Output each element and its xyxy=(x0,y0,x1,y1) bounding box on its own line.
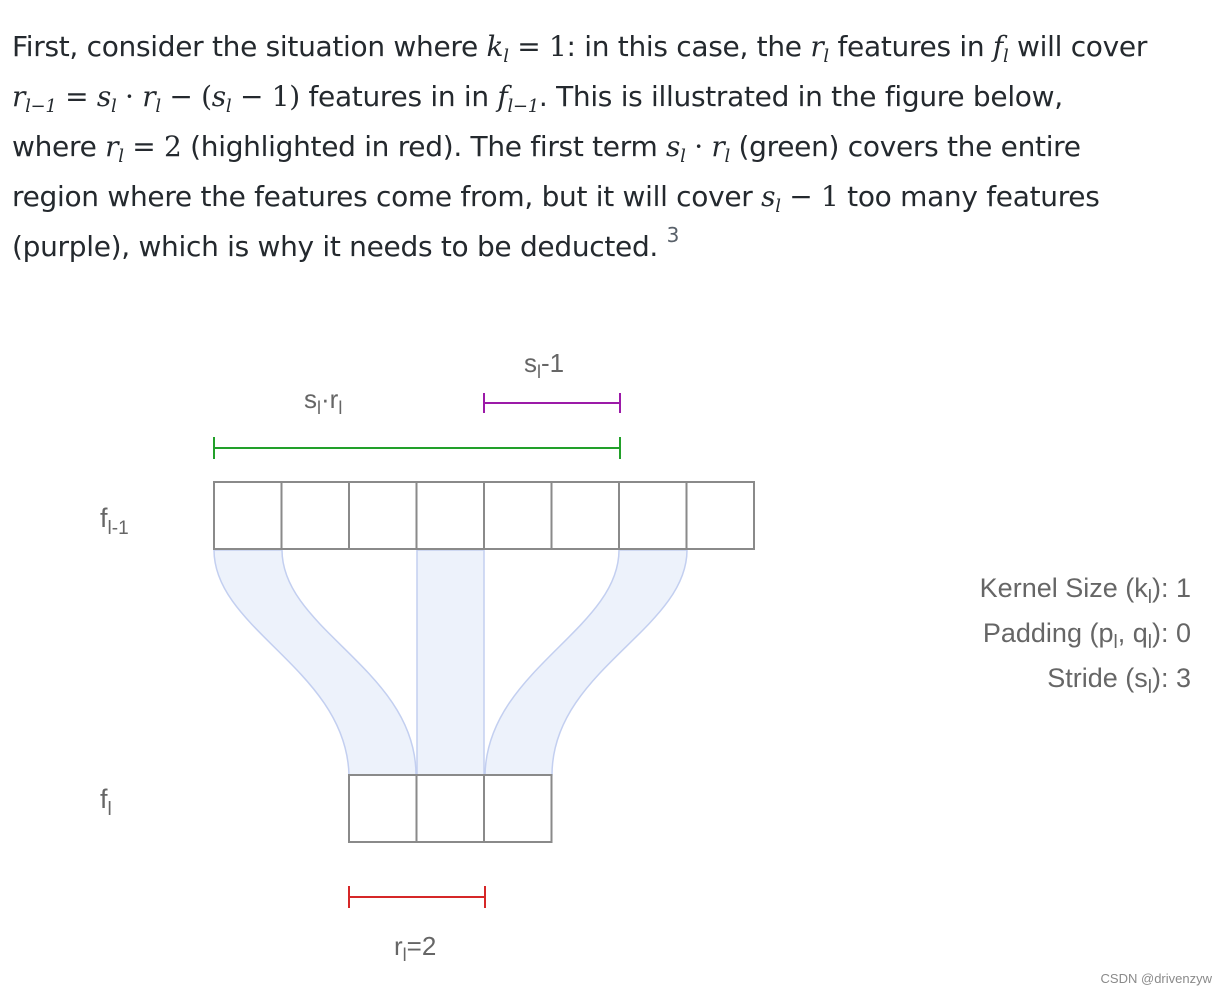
flow-region-left xyxy=(214,550,416,775)
input-cell xyxy=(282,482,350,549)
input-cell xyxy=(417,482,485,549)
text-run: (highlighted in red). The first term xyxy=(181,130,667,163)
math-f-l: $f_l$ xyxy=(992,30,1009,67)
text-run: region where the features come from, but it will cover xyxy=(12,180,762,213)
math-f-l-minus-1: $f_{l-1}$ xyxy=(497,80,539,117)
purple-bracket-label: $s_l-1$ xyxy=(524,348,565,382)
output-layer-label: $f_l$ xyxy=(100,784,112,820)
math-r-eq-2: $r_l = 2$ xyxy=(105,130,182,167)
text-run: where xyxy=(12,130,106,163)
input-layer-label: $f_{l-1}$ xyxy=(100,503,129,539)
red-bracket xyxy=(349,886,485,908)
output-cell xyxy=(417,775,485,842)
input-cell xyxy=(214,482,282,549)
flow-region-right xyxy=(485,550,687,775)
text-run: First, consider the situation where xyxy=(12,30,487,63)
input-cell xyxy=(349,482,417,549)
stride-param: Stride $(s_l)$: 3 xyxy=(1047,663,1191,698)
math-k-eq-1: $k_l = 1$ xyxy=(486,30,567,67)
text-run: (green) covers the entire xyxy=(729,130,1081,163)
flow-region-middle xyxy=(417,550,484,775)
output-layer-cells xyxy=(349,775,552,842)
text-run: features in xyxy=(828,30,993,63)
footnote-marker[interactable]: 3 xyxy=(666,223,680,247)
text-run: : in this case, the xyxy=(566,30,811,63)
input-cell xyxy=(687,482,755,549)
red-bracket-label: $r_l=2$ xyxy=(394,931,437,965)
input-cell xyxy=(484,482,552,549)
output-cell xyxy=(349,775,417,842)
math-r-l: $r_l$ xyxy=(810,30,829,67)
receptive-field-diagram xyxy=(0,330,1228,970)
text-run: will cover xyxy=(1008,30,1148,63)
purple-bracket xyxy=(484,393,620,413)
input-cell xyxy=(552,482,620,549)
explanation-paragraph xyxy=(12,22,1212,272)
green-bracket xyxy=(214,437,620,459)
input-layer-cells xyxy=(214,482,754,549)
text-run: (purple), which is why it needs to be deducted. xyxy=(12,230,659,263)
kernel-size-param: Kernel Size $(k_l)$: 1 xyxy=(979,573,1191,608)
input-cell xyxy=(619,482,687,549)
green-bracket-label: $s_l\cdot r_l$ xyxy=(304,384,343,418)
math-s-minus-1: $s_l - 1$ xyxy=(761,180,839,217)
math-receptive-recurrence: $r_{l-1} = s_l \cdot r_l - (s_l - 1)$ xyxy=(12,80,300,117)
output-cell xyxy=(484,775,552,842)
padding-param: Padding ($p_l$, $q_l$): 0 xyxy=(982,618,1191,653)
math-s-times-r: $s_l \cdot r_l$ xyxy=(666,130,730,167)
text-run: . This is illustrated in the figure below, xyxy=(538,80,1063,113)
text-run: features in in xyxy=(299,80,498,113)
text-run: too many features xyxy=(838,180,1100,213)
watermark: CSDN @drivenzyw xyxy=(1100,971,1212,986)
